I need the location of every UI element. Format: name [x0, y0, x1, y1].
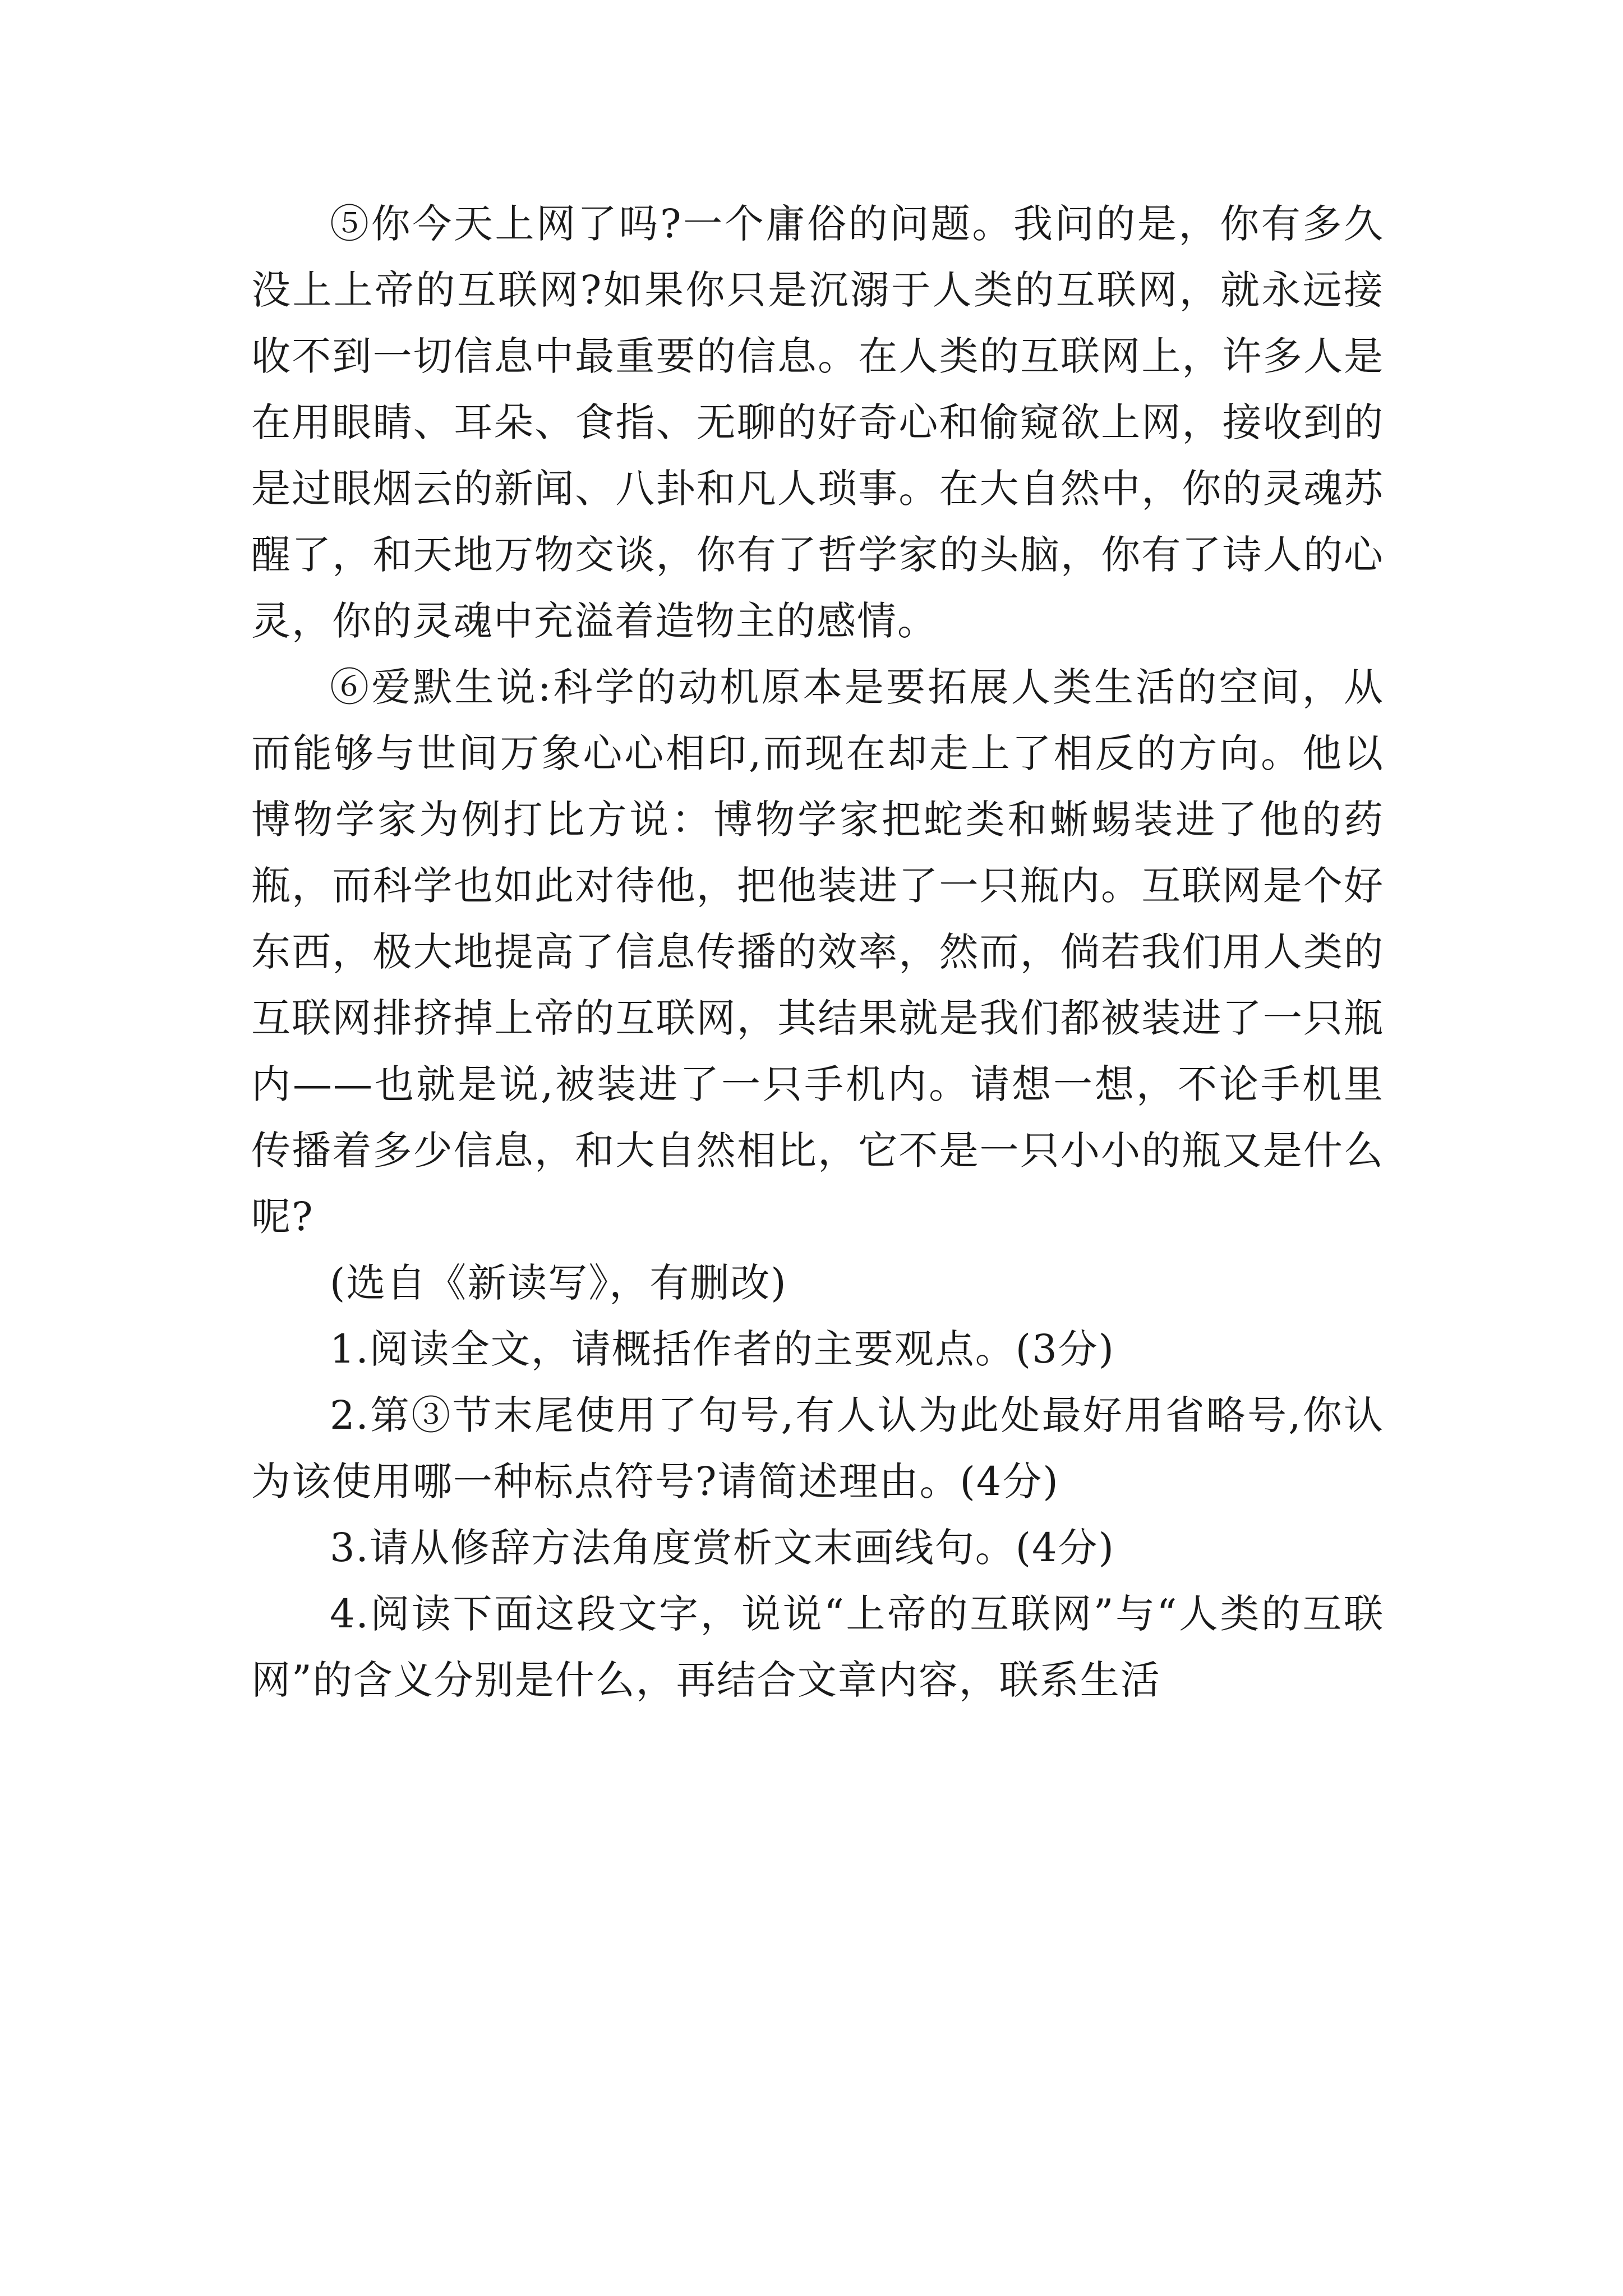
document-body — [251, 191, 1384, 1713]
paragraph-6: ⑥爱默生说:科学的动机原本是要拓展人类生活的空间，从而能够与世间万象心心相印,而现在却走上了相反的方向。他以博物学家为例打比方说：博物学家把蛇类和蜥蜴装进了他的药瓶，而科学也如此对待他，把他装进了一只瓶内。互联网是个好东西，极大地提高了信息传播的效率，然而，倘若我们用人类的互联网排挤掉上帝的互联网，其结果就是我们都被装进了一只瓶内——也就是说,被装进了一只手机内。请想一想，不论手机里传播着多少信息，和大自然相比，它不是一只小小的瓶又是什么呢? — [251, 664, 1384, 1240]
question-2: 2.第③节末尾使用了句号,有人认为此处最好用省略号,你认为该使用哪一种标点符号?请简述理由。(4分) — [251, 1392, 1384, 1504]
question-1: 1.阅读全文，请概括作者的主要观点。(3分) — [330, 1326, 1115, 1372]
paragraph-5: ⑤你今天上网了吗?一个庸俗的问题。我问的是，你有多久没上上帝的互联网?如果你只是沉溺于人类的互联网，就永远接收不到一切信息中最重要的信息。在人类的互联网上，许多人是在用眼睛、耳朵、食指、无聊的好奇心和偷窥欲上网，接收到的是过眼烟云的新闻、八卦和凡人琐事。在大自然中，你的灵魂苏醒了，和天地万物交谈，你有了哲学家的头脑，你有了诗人的心灵，你的灵魂中充溢着造物主的感情。 — [251, 201, 1384, 644]
question-4: 4.阅读下面这段文字，说说“上帝的互联网”与“人类的互联网”的含义分别是什么，再结合文章内容，联系生活 — [251, 1591, 1384, 1703]
question-3: 3.请从修辞方法角度赏析文末画线句。(4分) — [330, 1525, 1115, 1571]
source-note: (选自《新读写》，有删改) — [330, 1260, 787, 1306]
